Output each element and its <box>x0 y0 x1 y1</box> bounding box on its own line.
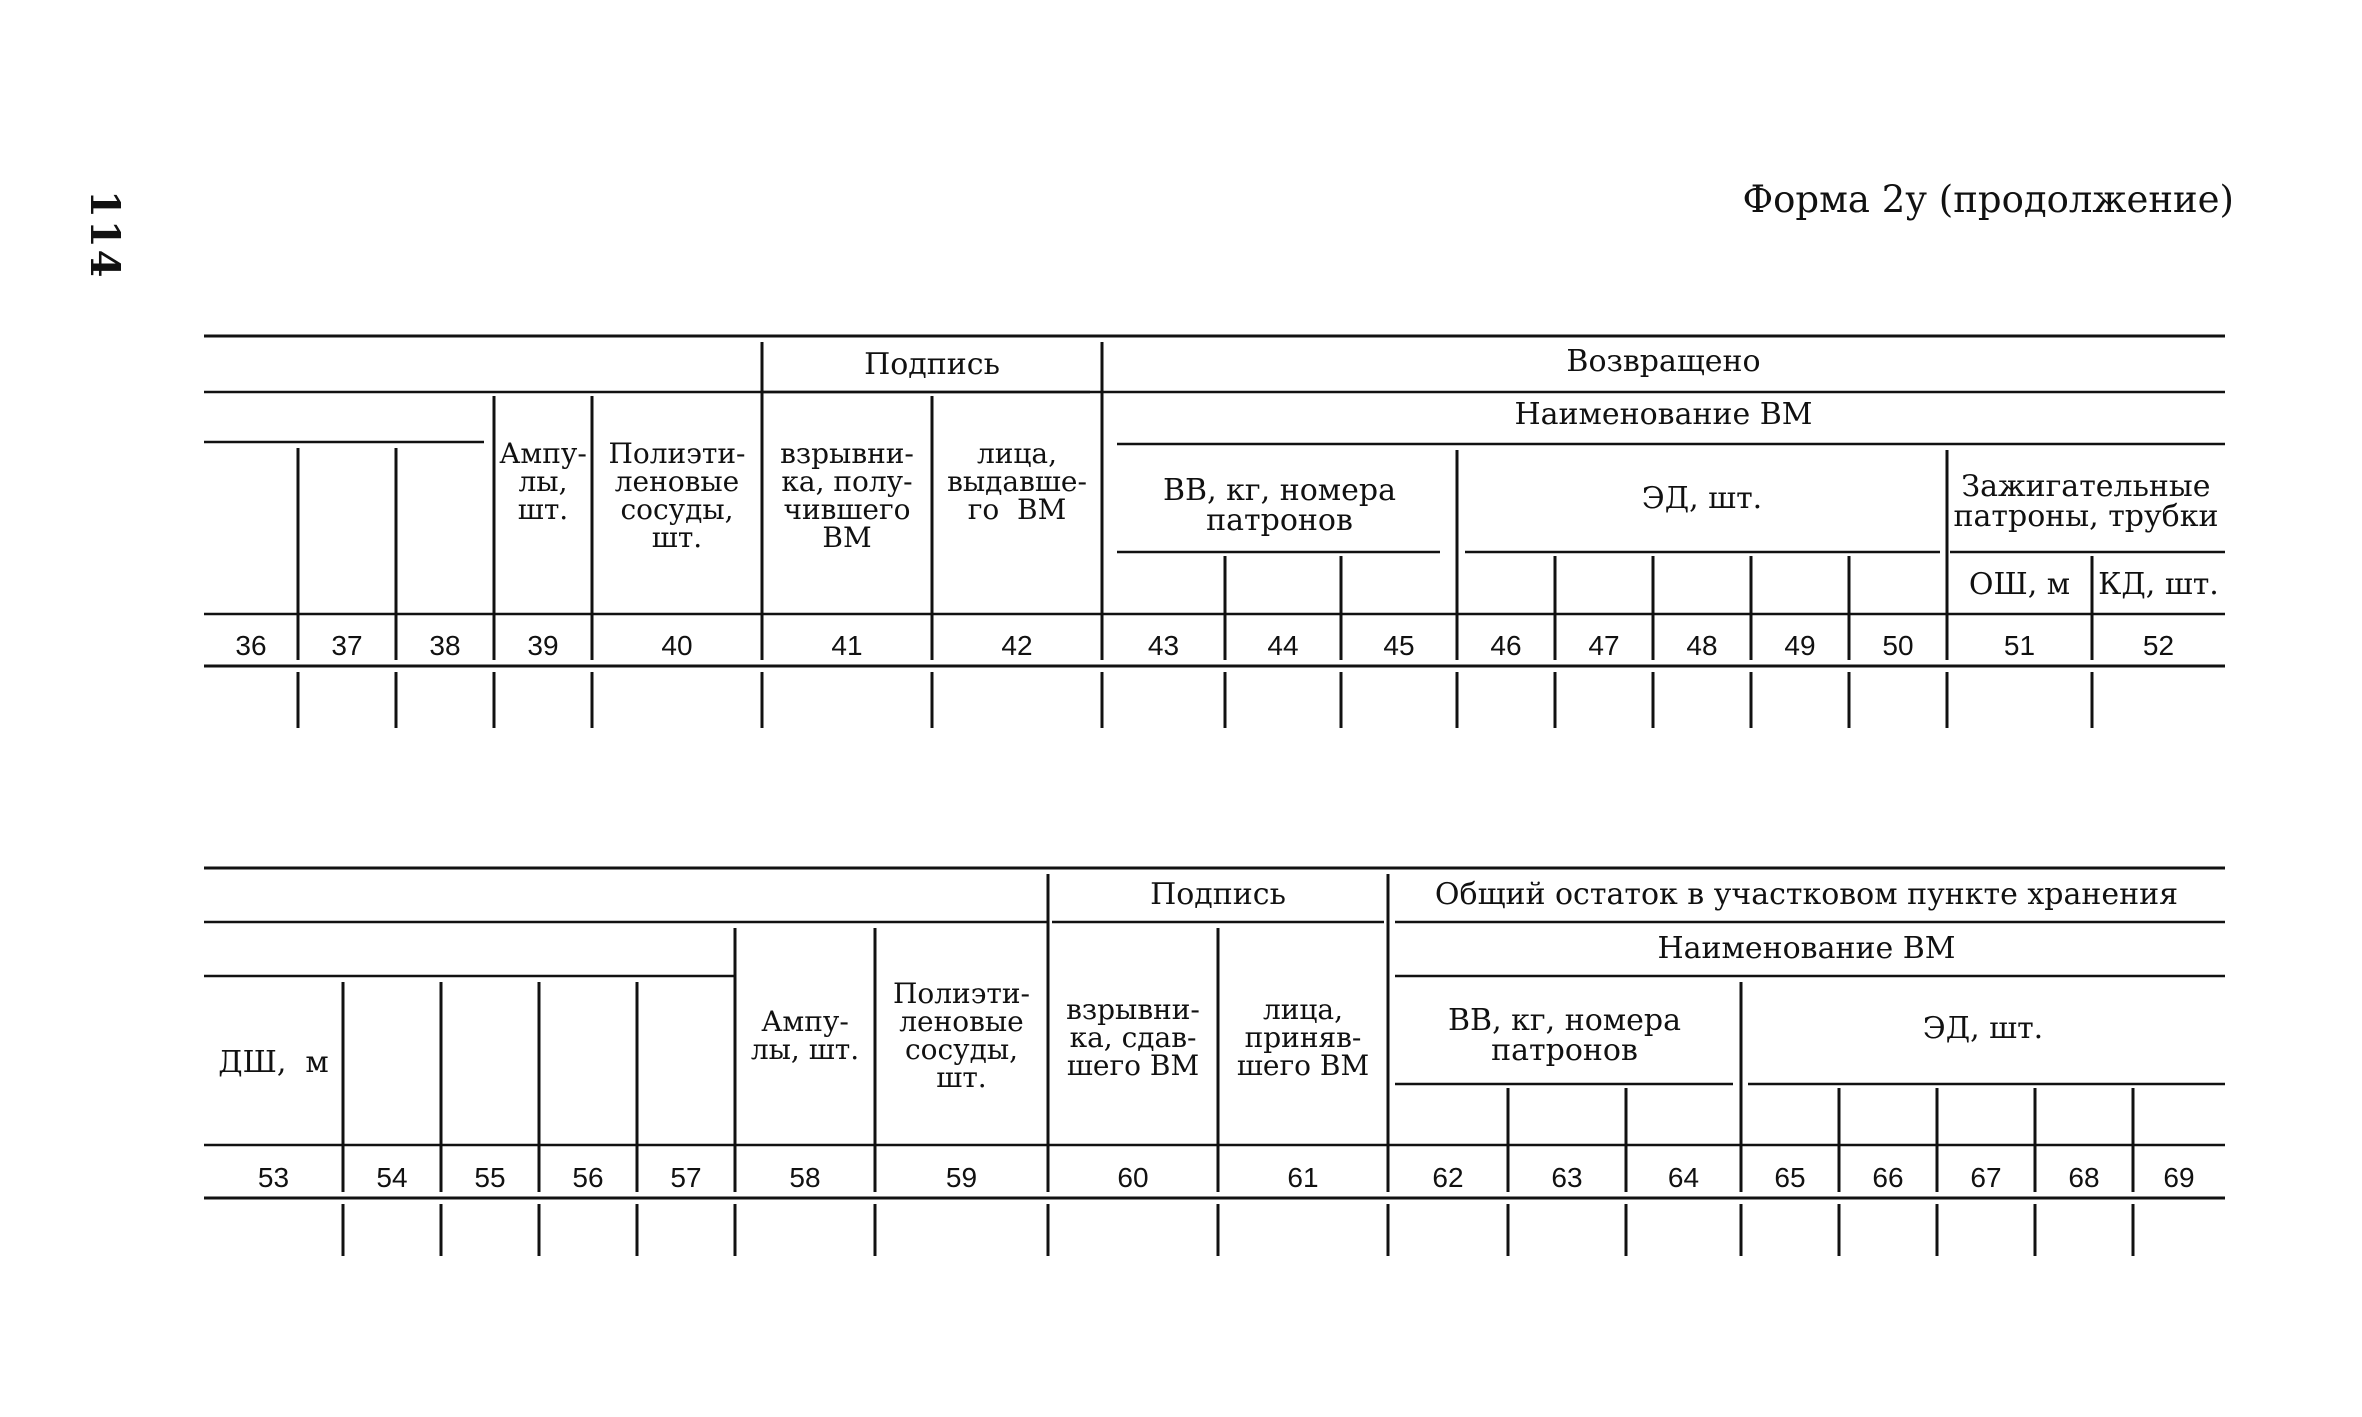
t2-col-number: 68 <box>2068 1162 2100 1193</box>
t2-col-number: 56 <box>572 1162 604 1193</box>
t2-poly-header: Полиэти- леновые сосуды, шт. <box>892 977 1031 1094</box>
t2-col-number: 69 <box>2163 1162 2195 1193</box>
t2-ampoules-header: Ампу- лы, шт. <box>750 1005 860 1066</box>
t1-col-number: 43 <box>1147 630 1180 661</box>
t1-ampoules-header: Ампу- лы, шт. <box>499 437 587 526</box>
form-title: Форма 2у (продолжение) <box>1742 178 2234 221</box>
t1-col-number: 41 <box>831 630 863 661</box>
t2-col-number: 53 <box>257 1162 290 1193</box>
t2-col-number: 57 <box>670 1162 702 1193</box>
t2-col-number: 60 <box>1117 1162 1149 1193</box>
t2-col-number: 65 <box>1774 1162 1806 1193</box>
t1-col-number: 38 <box>429 630 461 661</box>
t2-col-number: 63 <box>1551 1162 1583 1193</box>
t2-blaster-handed-header: взрывни- ка, сдав- шего ВМ <box>1066 993 1200 1082</box>
t2-col-number: 64 <box>1667 1162 1700 1193</box>
t2-col-number: 58 <box>789 1162 821 1193</box>
t2-col-number: 55 <box>474 1162 506 1193</box>
t1-ed-header: ЭД, шт. <box>1641 481 1763 516</box>
t2-ed-header: ЭД, шт. <box>1922 1011 2044 1046</box>
t2-total-remainder-header: Общий остаток в участковом пункте хранения <box>1434 877 2179 912</box>
t1-person-issued-header: лица, выдавше- го ВМ <box>947 437 1087 526</box>
t1-col-number: 37 <box>331 630 363 661</box>
t1-igniting-header: Зажигательные патроны, трубки <box>1953 469 2219 534</box>
t1-col-number: 50 <box>1882 630 1914 661</box>
t1-col-number: 36 <box>235 630 267 661</box>
t1-col-number: 49 <box>1784 630 1816 661</box>
t1-col-number: 46 <box>1490 630 1522 661</box>
t1-col-number: 45 <box>1383 630 1415 661</box>
page-number: 114 <box>81 190 128 280</box>
t1-col-number: 51 <box>2003 630 2036 661</box>
t2-col-number: 66 <box>1872 1162 1904 1193</box>
t1-osh-header: ОШ, м <box>1968 567 2071 602</box>
t1-col-number: 44 <box>1267 630 1299 661</box>
t1-vv-header: ВВ, кг, номера патронов <box>1163 473 1396 538</box>
t2-col-number: 62 <box>1432 1162 1464 1193</box>
t2-col-number: 67 <box>1970 1162 2002 1193</box>
t1-poly-header: Полиэти- леновые сосуды, шт. <box>608 437 746 554</box>
t2-col-number: 54 <box>376 1162 408 1193</box>
t2-vv-header: ВВ, кг, номера патронов <box>1448 1003 1681 1068</box>
t1-kd-header: КД, шт. <box>2098 567 2219 602</box>
t1-col-number: 40 <box>661 630 693 661</box>
t2-dsh-header: ДШ, м <box>218 1045 329 1080</box>
t2-signature-header: Подпись <box>1150 877 1286 912</box>
t1-col-number: 52 <box>2142 630 2175 661</box>
t1-blaster-received-header: взрывни- ка, полу- чившего ВМ <box>780 437 914 554</box>
t2-person-received-header: лица, приняв- шего ВМ <box>1236 993 1370 1082</box>
t1-col-number: 47 <box>1588 630 1620 661</box>
t1-returned-header: Возвращено <box>1566 344 1761 379</box>
t1-vm-name-header: Наименование ВМ <box>1514 397 1813 432</box>
t1-col-number: 42 <box>1001 630 1033 661</box>
t1-col-number: 39 <box>527 630 559 661</box>
t2-col-number: 61 <box>1287 1162 1319 1193</box>
t1-col-number: 48 <box>1686 630 1718 661</box>
t1-signature-header: Подпись <box>864 347 1000 382</box>
t2-col-number: 59 <box>945 1162 978 1193</box>
t2-vm-name-header: Наименование ВМ <box>1657 931 1956 966</box>
